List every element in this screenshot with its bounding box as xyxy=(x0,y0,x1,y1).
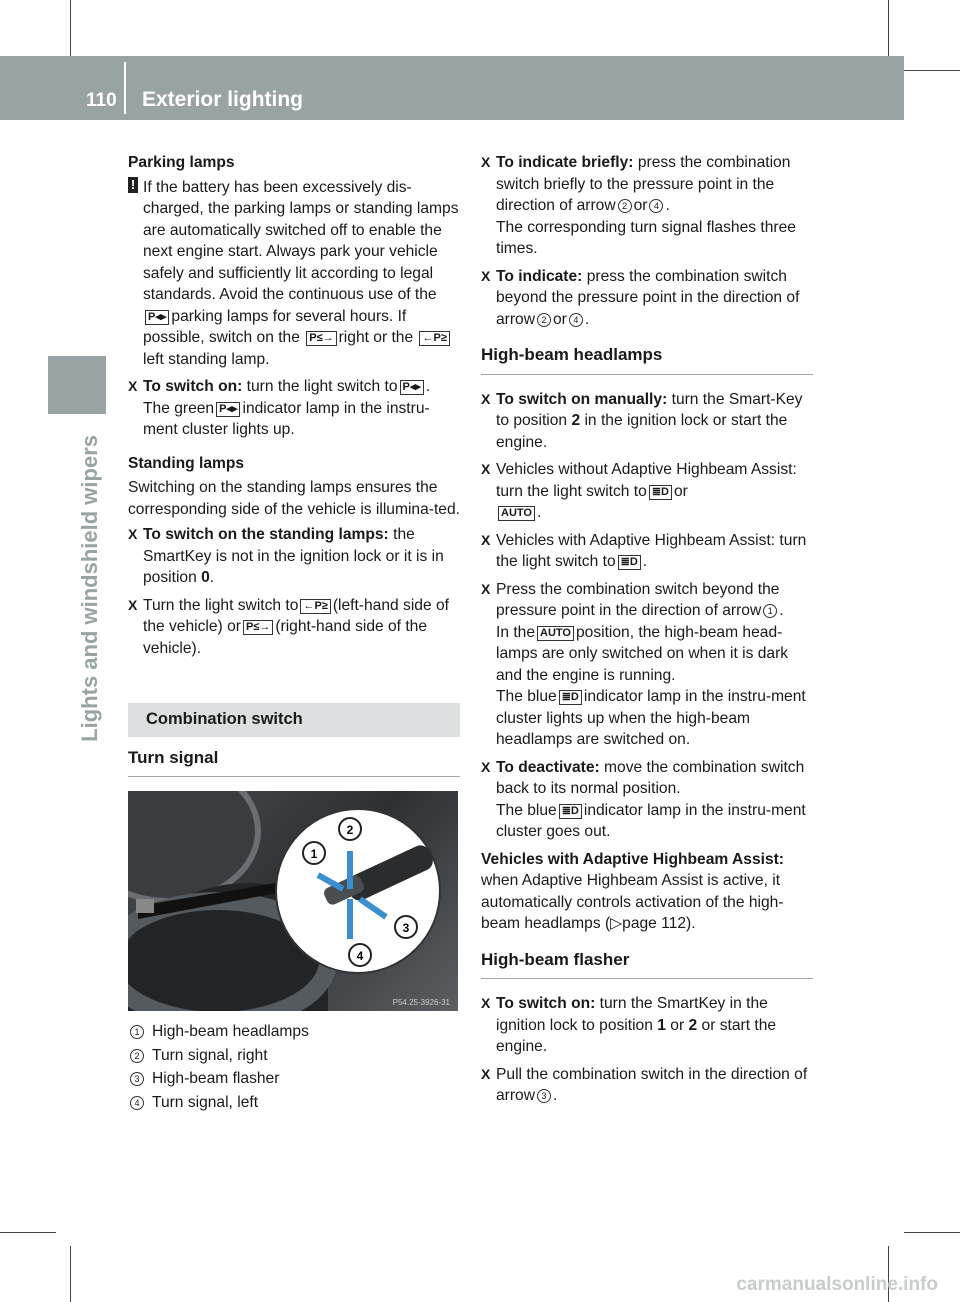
legend-item: 3 High-beam flasher xyxy=(128,1068,460,1090)
auto-icon: AUTO xyxy=(498,506,535,521)
crop-mark xyxy=(904,1232,960,1233)
page-reference-link[interactable]: page 112 xyxy=(622,915,687,932)
legend-item: 2 Turn signal, right xyxy=(128,1045,460,1067)
warning-icon: ! xyxy=(128,177,138,193)
instruction-bullet: X To switch on: turn the light switch to P◂▸ . The green P◂▸ indicator lamp in the instru-ment cluster lights up. xyxy=(128,376,460,441)
combination-switch-title: Combination switch xyxy=(128,703,460,737)
crop-mark xyxy=(70,0,71,56)
parking-lamp-icon: P◂▸ xyxy=(216,402,240,417)
right-standing-lamp-icon: P≤→ xyxy=(306,331,336,346)
svg-text:2: 2 xyxy=(346,823,354,837)
instruction-bullet: X Press the combination switch beyond the pressure point in the direction of arrow 1 . In the AUTO position, the high-beam head-lamps are only switched on when it is dark and the engine is running. The blue ≣D indicator lamp in the instru-ment cluster lights up when the high-beam headlamps are switched on. xyxy=(481,579,813,751)
instruction-bullet: X Vehicles without Adaptive Highbeam Assist: turn the light switch to ≣D or AUTO . xyxy=(481,459,813,524)
page-ref-arrow-icon: ▷ xyxy=(610,915,623,932)
adaptive-highbeam-paragraph: Vehicles with Adaptive Highbeam Assist: when Adaptive Highbeam Assist is active, it automatically controls activation of the high-beam headlamps (▷page 112). xyxy=(481,850,785,932)
instruction-bullet: X To deactivate: move the combination switch back to its normal position. The blue ≣D indicator lamp in the instru-ment cluster goes out. xyxy=(481,757,813,843)
warning-paragraph: ! If the battery has been excessively dis-charged, the parking lamps or standing lamps are automatically switched off to enable the next engine start. Always park your vehicle safely and sufficiently lit according to legal standards. Avoid the continuous use of the P◂▸ parking lamps for several hours. If possible, switch on the P≤→ right or the ←P≥left standing lamp. xyxy=(128,177,460,371)
crop-mark xyxy=(904,70,960,71)
crop-mark xyxy=(888,0,889,56)
left-standing-lamp-icon: ←P≥ xyxy=(419,331,449,346)
section-title: Exterior lighting xyxy=(142,88,304,111)
instruction-bullet: X Turn the light switch to ←P≥ (left-hand side of the vehicle) or P≤→ (right-hand side of the vehicle). xyxy=(128,595,460,660)
left-column xyxy=(128,152,460,1115)
parking-lamps-heading: Parking lamps xyxy=(128,154,235,171)
parking-lamp-icon: P◂▸ xyxy=(145,310,169,325)
instruction-bullet: X To switch on: turn the SmartKey in the ignition lock to position 1 or 2 or start the engine. xyxy=(481,993,813,1058)
auto-icon: AUTO xyxy=(537,626,574,641)
instruction-bullet: X Vehicles with Adaptive Highbeam Assist: turn the light switch to ≣D . xyxy=(481,530,813,573)
crop-mark xyxy=(0,1232,56,1233)
instruction-bullet: X To indicate briefly: press the combination switch briefly to the pressure point in the direction of arrow 2 or 4 . The corresponding turn signal flashes three times. xyxy=(481,152,813,260)
low-beam-icon: ≣D xyxy=(618,555,641,570)
instruction-bullet: X To switch on the standing lamps: the SmartKey is not in the ignition lock or it is in position 0. xyxy=(128,524,460,589)
header-divider xyxy=(124,62,126,114)
instruction-bullet: X Pull the combination switch in the direction of arrow 3 . xyxy=(481,1064,813,1107)
parking-lamp-icon: P◂▸ xyxy=(400,380,424,395)
side-tab-block xyxy=(48,356,106,414)
standing-lamps-heading: Standing lamps xyxy=(128,454,245,472)
steering-wheel-illustration xyxy=(128,791,458,1011)
combination-switch-photo xyxy=(128,791,458,1011)
high-beam-flasher-heading: High-beam flasher xyxy=(481,949,813,980)
footer-watermark: carmanualsonline.info xyxy=(736,1274,938,1295)
standing-lamps-intro: Switching on the standing lamps ensures the corresponding side of the vehicle is illumina-ted. xyxy=(128,479,460,518)
photo-code: P54.25-3926-31 xyxy=(392,998,450,1007)
svg-text:1: 1 xyxy=(310,847,318,861)
instruction-bullet: X To switch on manually: turn the Smart-Key to position 2 in the ignition lock or start the engine. xyxy=(481,389,813,454)
left-standing-lamp-icon: ←P≥ xyxy=(300,599,330,614)
high-beam-icon: ≣D xyxy=(559,804,582,819)
instruction-bullet: X To indicate: press the combination switch beyond the pressure point in the direction of arrow 2 or 4 . xyxy=(481,266,813,331)
header-bar xyxy=(0,56,904,120)
svg-text:3: 3 xyxy=(402,921,410,935)
low-beam-icon: ≣D xyxy=(649,485,672,500)
legend-item: 4 Turn signal, left xyxy=(128,1092,460,1114)
right-column xyxy=(481,152,813,1113)
turn-signal-heading: Turn signal xyxy=(128,747,460,778)
side-tab-label: Lights and windshield wipers xyxy=(77,435,102,742)
high-beam-heading: High-beam headlamps xyxy=(481,344,813,375)
high-beam-icon: ≣D xyxy=(559,690,582,705)
svg-text:4: 4 xyxy=(356,949,364,963)
legend-item: 1 High-beam headlamps xyxy=(128,1021,460,1043)
right-standing-lamp-icon: P≤→ xyxy=(243,620,273,635)
page-number: 110 xyxy=(86,90,117,111)
crop-mark xyxy=(70,1246,71,1302)
